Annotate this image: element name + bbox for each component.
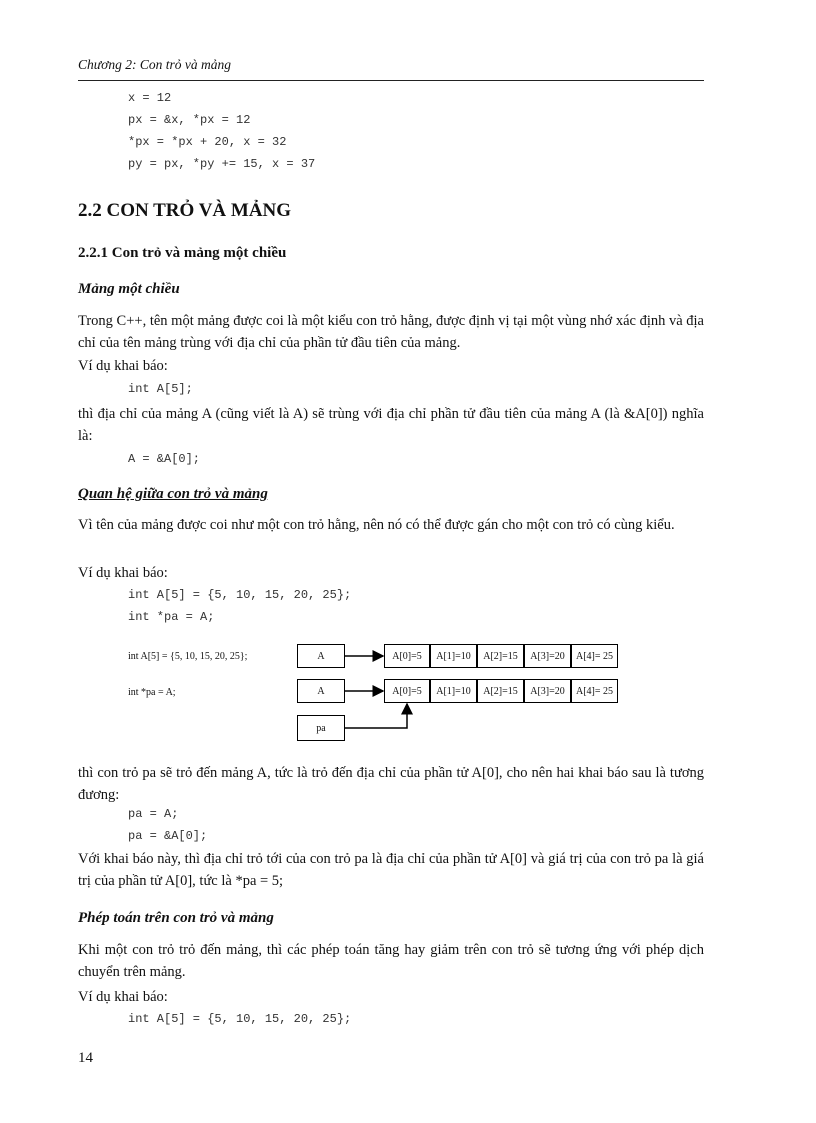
heading-mang-mot-chieu: Mảng một chiều xyxy=(78,281,180,297)
paragraph: Vì tên của mảng được coi như một con trỏ hằng, nên nó có thể được gán cho một con trỏ có cùng kiểu. xyxy=(78,517,675,533)
code-line: *px = *px + 20, x = 32 xyxy=(128,135,287,149)
code-line: int A[5]; xyxy=(128,382,193,396)
code-line: pa = &A[0]; xyxy=(128,829,208,843)
subsection-title: 2.2.1 Con trỏ và mảng một chiều xyxy=(78,245,287,261)
code-line: py = px, *py += 15, x = 37 xyxy=(128,157,316,171)
heading-phep-toan: Phép toán trên con trỏ và mảng xyxy=(78,910,274,926)
paragraph: thì địa chỉ của mảng A (cũng viết là A) sẽ trùng với địa chỉ phần tử đầu tiên của mảng A (là &A[0]) nghĩa là: xyxy=(78,406,704,444)
array-cell: A[2]=15 xyxy=(477,644,524,668)
code-line: int A[5] = {5, 10, 15, 20, 25}; xyxy=(128,588,352,602)
diagram-label-pointer: int *pa = A; xyxy=(128,687,176,698)
code-line: int *pa = A; xyxy=(128,610,215,624)
example-label: Ví dụ khai báo: xyxy=(78,358,168,374)
array-cell: A[3]=20 xyxy=(524,679,571,703)
array-name-box: A xyxy=(297,679,345,703)
code-line: A = &A[0]; xyxy=(128,452,201,466)
heading-quan-he: Quan hệ giữa con trỏ và mảng xyxy=(78,486,268,502)
section-title: 2.2 CON TRỎ VÀ MẢNG xyxy=(78,200,292,221)
array-cell: A[3]=20 xyxy=(524,644,571,668)
code-line: px = &x, *px = 12 xyxy=(128,113,251,127)
array-cell: A[4]= 25 xyxy=(571,679,618,703)
array-cell: A[0]=5 xyxy=(384,679,430,703)
diagram-label-array: int A[5] = {5, 10, 15, 20, 25}; xyxy=(128,651,248,662)
page-number: 14 xyxy=(78,1050,93,1066)
paragraph: Với khai báo này, thì địa chỉ trỏ tới của con trỏ pa là địa chỉ của phần tử A[0] và giá trị của con trỏ pa là giá trị của phần tử A[0], tức là *pa = 5; xyxy=(78,851,704,889)
code-line: int A[5] = {5, 10, 15, 20, 25}; xyxy=(128,1012,352,1026)
arrow-pointer-to-first-cell xyxy=(345,704,407,728)
array-cell: A[1]=10 xyxy=(430,644,477,668)
paragraph: Trong C++, tên một mảng được coi là một kiểu con trỏ hằng, được định vị tại một vùng nhớ xác định và địa chỉ của tên mảng trùng với địa chỉ của phần tử đầu tiên của mảng. xyxy=(78,313,704,351)
array-cell: A[1]=10 xyxy=(430,679,477,703)
code-line: x = 12 xyxy=(128,91,172,105)
example-label: Ví dụ khai báo: xyxy=(78,989,168,1005)
paragraph: Khi một con trỏ trỏ đến mảng, thì các phép toán tăng hay giảm trên con trỏ sẽ tương ứng với phép dịch chuyển trên mảng. xyxy=(78,942,704,980)
running-header: Chương 2: Con trỏ và mảng xyxy=(78,57,231,72)
example-label: Ví dụ khai báo: xyxy=(78,565,168,581)
array-cell: A[0]=5 xyxy=(384,644,430,668)
pointer-box: pa xyxy=(297,715,345,741)
array-cell: A[4]= 25 xyxy=(571,644,618,668)
array-cell: A[2]=15 xyxy=(477,679,524,703)
array-name-box: A xyxy=(297,644,345,668)
code-line: pa = A; xyxy=(128,807,179,821)
paragraph: thì con trỏ pa sẽ trỏ đến mảng A, tức là trỏ đến địa chỉ của phần tử A[0], cho nên hai khai báo sau là tương đương: xyxy=(78,765,704,803)
